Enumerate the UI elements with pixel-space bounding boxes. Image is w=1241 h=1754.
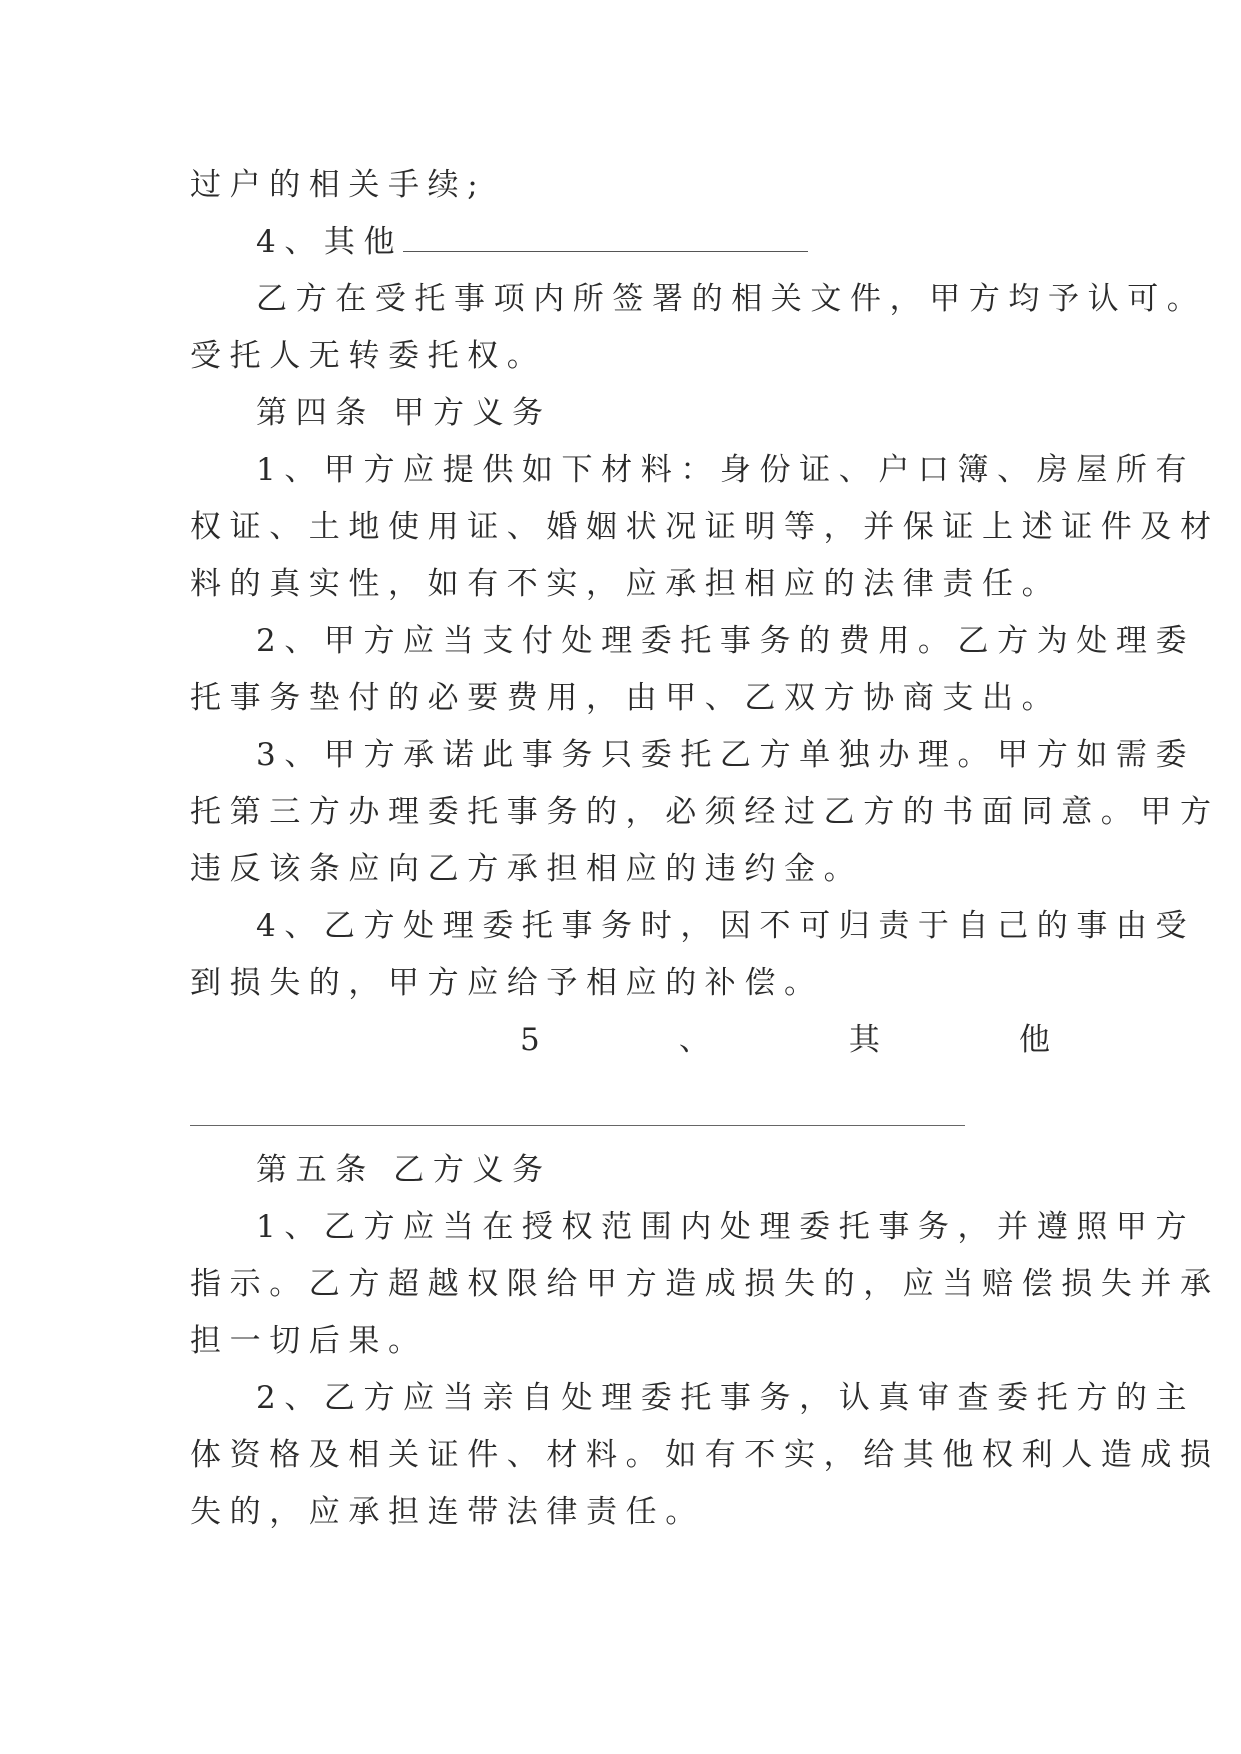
spread-char: 他 (1018, 1022, 1050, 1058)
text-line: 担一切后果。 (190, 1323, 428, 1359)
text-line: 违反该条应向乙方承担相应的违约金。 (190, 851, 864, 887)
fill-in-blank (403, 223, 808, 252)
text-line: 乙方在受托事项内所签署的相关文件，甲方均予认可。 (256, 281, 1207, 317)
text-line: 2、甲方应当支付处理委托事务的费用。乙方为处理委 (256, 623, 1196, 659)
article-heading: 第五条 乙方义务 (256, 1152, 552, 1188)
text-line: 1、乙方应当在授权范围内处理委托事务，并遵照甲方 (256, 1209, 1196, 1245)
text-line-label: 4、其他 (256, 224, 404, 260)
text-line: 指示。乙方超越权限给甲方造成损失的，应当赔偿损失并承 (190, 1266, 1220, 1302)
text-line: 失的，应承担连带法律责任。 (190, 1494, 705, 1530)
article-heading: 第四条 甲方义务 (256, 395, 552, 431)
text-line: 受托人无转委托权。 (190, 338, 547, 374)
text-line: 托事务垫付的必要费用，由甲、乙双方协商支出。 (190, 680, 1062, 716)
text-line-other (256, 222, 1050, 262)
text-line: 1、甲方应提供如下材料：身份证、户口簿、房屋所有 (256, 452, 1196, 488)
text-line: 到损失的，甲方应给予相应的补偿。 (190, 965, 824, 1001)
text-line: 过户的相关手续; (190, 167, 487, 203)
spread-char: 5 (520, 1022, 540, 1058)
spread-char: 其 (848, 1022, 880, 1058)
text-line: 料的真实性，如有不实，应承担相应的法律责任。 (190, 566, 1062, 602)
spread-char: 、 (678, 1022, 710, 1058)
text-line: 权证、土地使用证、婚姻状况证明等，并保证上述证件及材 (190, 509, 1220, 545)
text-line: 托第三方办理委托事务的，必须经过乙方的书面同意。甲方 (190, 794, 1220, 830)
text-line: 3、甲方承诺此事务只委托乙方单独办理。甲方如需委 (256, 737, 1196, 773)
text-line: 体资格及相关证件、材料。如有不实，给其他权利人造成损 (190, 1437, 1220, 1473)
text-line: 2、乙方应当亲自处理委托事务，认真审查委托方的主 (256, 1380, 1196, 1416)
fill-in-blank-line (190, 1125, 965, 1126)
text-line: 4、乙方处理委托事务时，因不可归责于自己的事由受 (256, 908, 1196, 944)
spread-text-line (520, 1020, 1050, 1060)
